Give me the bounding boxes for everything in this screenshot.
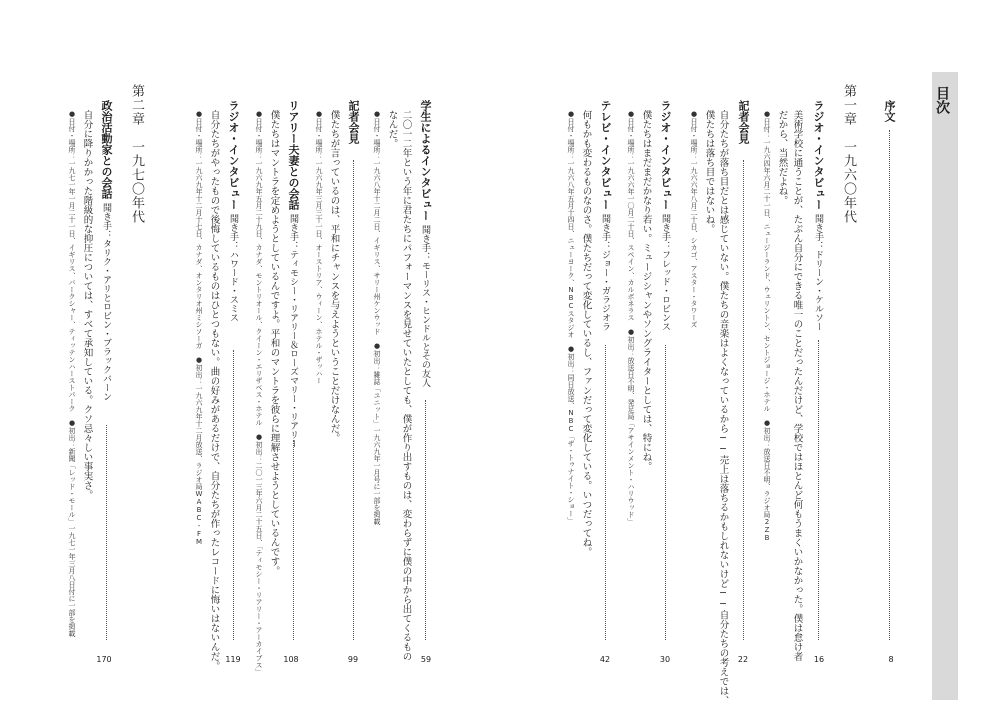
entry-quote: なんだ。 [386,110,398,148]
entry-leader [293,440,295,640]
entry-leader [743,160,745,640]
entry-meta: ●日付・場所：一九六八年五月十四日、ニューヨーク、NBCスタジオ ●初出：同日放送、NBC「ザ・トゥナイト・ショー」 [567,110,575,524]
entry-quote: 僕たちはマントラを定めようとしているんですよ。平和のマントラを彼らに理解させようとしているんです。 [268,110,280,576]
entry-quote: 僕たちはまだまだかなり若い。ミュージシャンやソングライターとしては、特にね。 [640,110,652,471]
entry-leader [818,340,820,640]
entry-interviewer: 聞き手：ジョー・ガラジオラ [600,214,610,331]
entry-title-text: ラジオ・インタビュー [659,100,672,210]
entry-leader [233,350,235,640]
entry-title [228,100,239,322]
entry-meta: ●日付・場所：一九六九年十二月十七日、カナダ、オンタリオ州ミシソーガ ●初出：一九六九年十二月放送、ラジオ局WABC-FM [195,110,203,546]
chapter-2-title: 第二章 一九七〇年代 [129,84,144,224]
entry-leader [425,400,427,640]
entry-quote: 二〇一二年という年に君たちにパフォーマンスを見せていたとしても、僕が作り出すものは、変わらずに僕の中から出てくるもの [400,110,412,661]
index-tab [932,72,958,700]
entry-meta: ●日付・場所：一九六六年一〇月二十日、スペイン、カルボネラス ●初出：放送日不明、発足局「アサインメント・ハリウッド」 [627,110,635,525]
entry-quote: 美術学校に通うことが、たぶん自分にできる唯一のことだったんだけど、学校ではほとんど何もうまくいかなかった。僕は怠け者 [791,110,803,661]
preface-page: 8 [888,655,894,664]
entry-title [600,100,611,331]
entry-quote: 僕たちが言っているのは、平和にチャンスを与えようということだけなんだ。 [328,110,340,443]
entry-leader [353,160,355,640]
entry-interviewer: 聞き手：タリク・アリとロビン・ブラックバーン [101,203,111,401]
preface-leader [889,130,891,640]
entry-leader [106,425,108,640]
entry-title-text: 学生によるインタビュー [419,100,432,221]
chapter-1-title: 第一章 一九六〇年代 [841,84,856,224]
entry-meta: ●日付・場所：一九六八年十二月二日、イギリス、サリー州ケンウッド ●初出：雑誌「ユニット」一九六九年一月号に一部を掲載 [373,110,381,525]
entry-quote: 自分たちがやったもので後悔しているものはひとつもない。曲の好みがあるだけで、自分たちが作ったレコードに悔いはないんだ。 [208,110,220,671]
toc-title: 目次 [934,86,950,114]
entry-quote: 僕たちは落ち目ではないね。 [703,110,715,234]
entry-title [813,100,824,331]
entry-leader [605,345,607,640]
entry-title-text: テレビ・インタビュー [599,100,612,210]
entry-meta: ●日付：一九六四年六月二十一日、ニュージーランド、ウェリントン、セントジョージ・ホテル ●初出：放送日不明、ラジオ局2ZB [763,110,771,542]
entry-title [101,100,112,401]
entry-quote: 自分たちが落ち目だとは感じていない。僕たちの音楽はよくなっているから──売上は落ちるかもしれないけど──自分たちの考えでは、 [717,110,729,705]
entry-page: 119 [225,655,241,664]
entry-interviewer: 聞き手：ハワード・スミス [228,214,238,322]
entry-interviewer: 聞き手：ドリーン・ケルソー [813,214,823,331]
entry-title-text: 記者会見 [737,100,750,144]
entry-quote: 自分に降りかかった階級的な抑圧については、すべて承知している。クソ忌々しい事実さ。 [81,110,93,500]
entry-title-text: ラジオ・インタビュー [812,100,825,210]
entry-page: 59 [420,655,432,664]
entry-title [420,100,431,387]
entry-meta: ●日付・場所：一九六九年三月三十一日、オーストリア、ウィーン、ホテル・ザッハー [315,110,323,384]
entry-title-text: リアリー夫妻との会話 [287,100,300,210]
entry-meta: ●日付・場所：一九六六年八月二十日、シカゴ、アスター・タワーズ [690,110,698,328]
entry-title [288,100,299,448]
entry-page: 42 [599,655,611,664]
entry-page: 30 [659,655,671,664]
preface-title: 序文 [883,100,896,122]
entry-meta: ●日付・場所：一九七一年一月二十一日、イギリス、バークシャー、ティッテンハーストパーク ●初出：新聞「レッド・モール」一九七一年三月八日付に一部を掲載 [68,110,76,637]
entry-interviewer: 聞き手：フレッド・ロビンス [660,214,670,331]
entry-title-text: 記者会見 [347,100,360,144]
entry-quote: 何もかも変わるものなのさ。僕たちだって変化しているし、ファンだって変化している。いつだってね。 [580,110,592,557]
entry-page: 16 [813,655,825,664]
entry-title [660,100,671,331]
entry-title-text: ラジオ・インタビュー [227,100,240,210]
entry-title [348,100,359,144]
entry-quote: だから、当然だよね。 [776,110,788,205]
entry-page: 99 [347,655,359,664]
entry-interviewer: 聞き手：ティモシー・リアリー＆ローズマリー・リアリー [288,214,298,448]
entry-page: 22 [737,655,749,664]
entry-page: 170 [96,655,112,664]
entry-title [738,100,749,144]
entry-leader [665,345,667,640]
entry-title-text: 政治活動家との会話 [100,100,113,199]
entry-page: 108 [283,655,299,664]
entry-meta: ●日付・場所：一九六九年五月二十九日、カナダ、モントリオール、クイーン・エリザベス・ホテル ●初出：二〇一三年六月二十五日、「ティモシー・リアリー・アーカイブス」 [255,110,263,676]
entry-interviewer: 聞き手：モーリス・ヒンドルとその友人 [420,225,430,387]
